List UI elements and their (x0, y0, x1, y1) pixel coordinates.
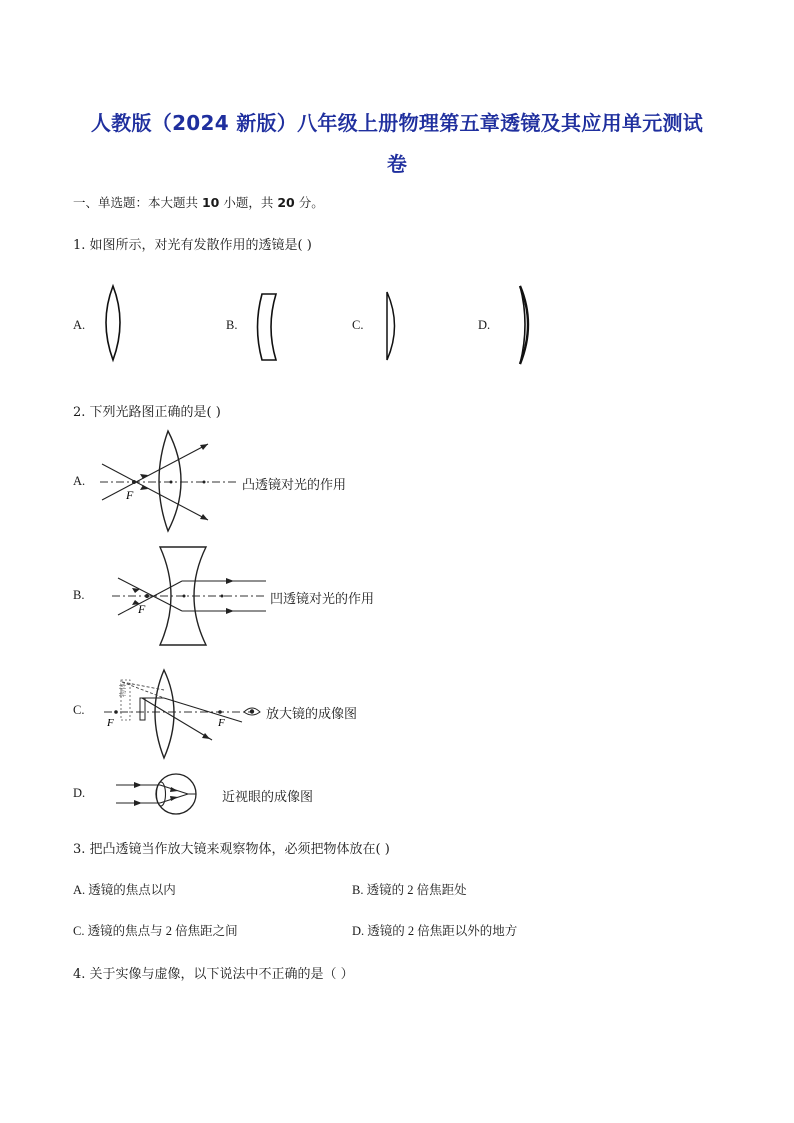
question-2-stem: 2. 下列光路图正确的是( ) (73, 405, 221, 420)
biconcave-lens-figure (252, 290, 282, 364)
q3-option-a: A. 透镜的焦点以内 (73, 883, 176, 897)
q1-option-d-label: D. (478, 318, 491, 332)
focus-label: F (218, 717, 225, 729)
q2-option-c-label: C. (73, 703, 85, 717)
plano-convex-lens-figure (380, 288, 404, 364)
q3-option-b: B. 透镜的 2 倍焦距处 (352, 883, 467, 897)
myopia-eye-diagram (114, 772, 210, 816)
focus-label: F (107, 717, 114, 729)
meniscus-lens-figure (512, 282, 542, 368)
question-3-stem: 3. 把凸透镜当作放大镜来观察物体，必须把物体放在( ) (73, 842, 390, 857)
q2-option-a-caption: 凸透镜对光的作用 (242, 478, 347, 493)
q2-option-d-caption: 近视眼的成像图 (222, 790, 314, 805)
page-title-continued: 卷 (386, 152, 408, 176)
q3-option-c: C. 透镜的焦点与 2 倍焦距之间 (73, 924, 238, 938)
section-heading: 一、单选题：本大题共 10 小题，共 20 分。 (73, 195, 324, 210)
eye-icon (244, 708, 260, 715)
page-title: 人教版（2024 新版）八年级上册物理第五章透镜及其应用单元测试 (90, 111, 704, 135)
q2-option-b-caption: 凹透镜对光的作用 (270, 592, 375, 607)
question-1-stem: 1. 如图所示，对光有发散作用的透镜是( ) (73, 238, 312, 253)
q3-option-d: D. 透镜的 2 倍焦距以外的地方 (352, 924, 518, 938)
q2-option-b-label: B. (73, 588, 85, 602)
q2-option-d-label: D. (73, 786, 86, 800)
focus-label: F (138, 602, 146, 616)
virtual-image-label: 物体 (119, 683, 127, 697)
question-4-stem: 4. 关于实像与虚像，以下说法中不正确的是（ ） (73, 967, 354, 982)
convex-lens-ray-diagram (98, 428, 238, 533)
focus-label: F (126, 488, 134, 502)
q2-option-a-label: A. (73, 474, 86, 488)
q1-option-c-label: C. (352, 318, 364, 332)
magnifier-ray-diagram (102, 668, 264, 760)
q2-option-c-caption: 放大镜的成像图 (266, 707, 358, 722)
concave-lens-ray-diagram (110, 545, 270, 647)
q1-option-a-label: A. (73, 318, 86, 332)
biconvex-lens-figure (100, 282, 130, 364)
q1-option-b-label: B. (226, 318, 238, 332)
